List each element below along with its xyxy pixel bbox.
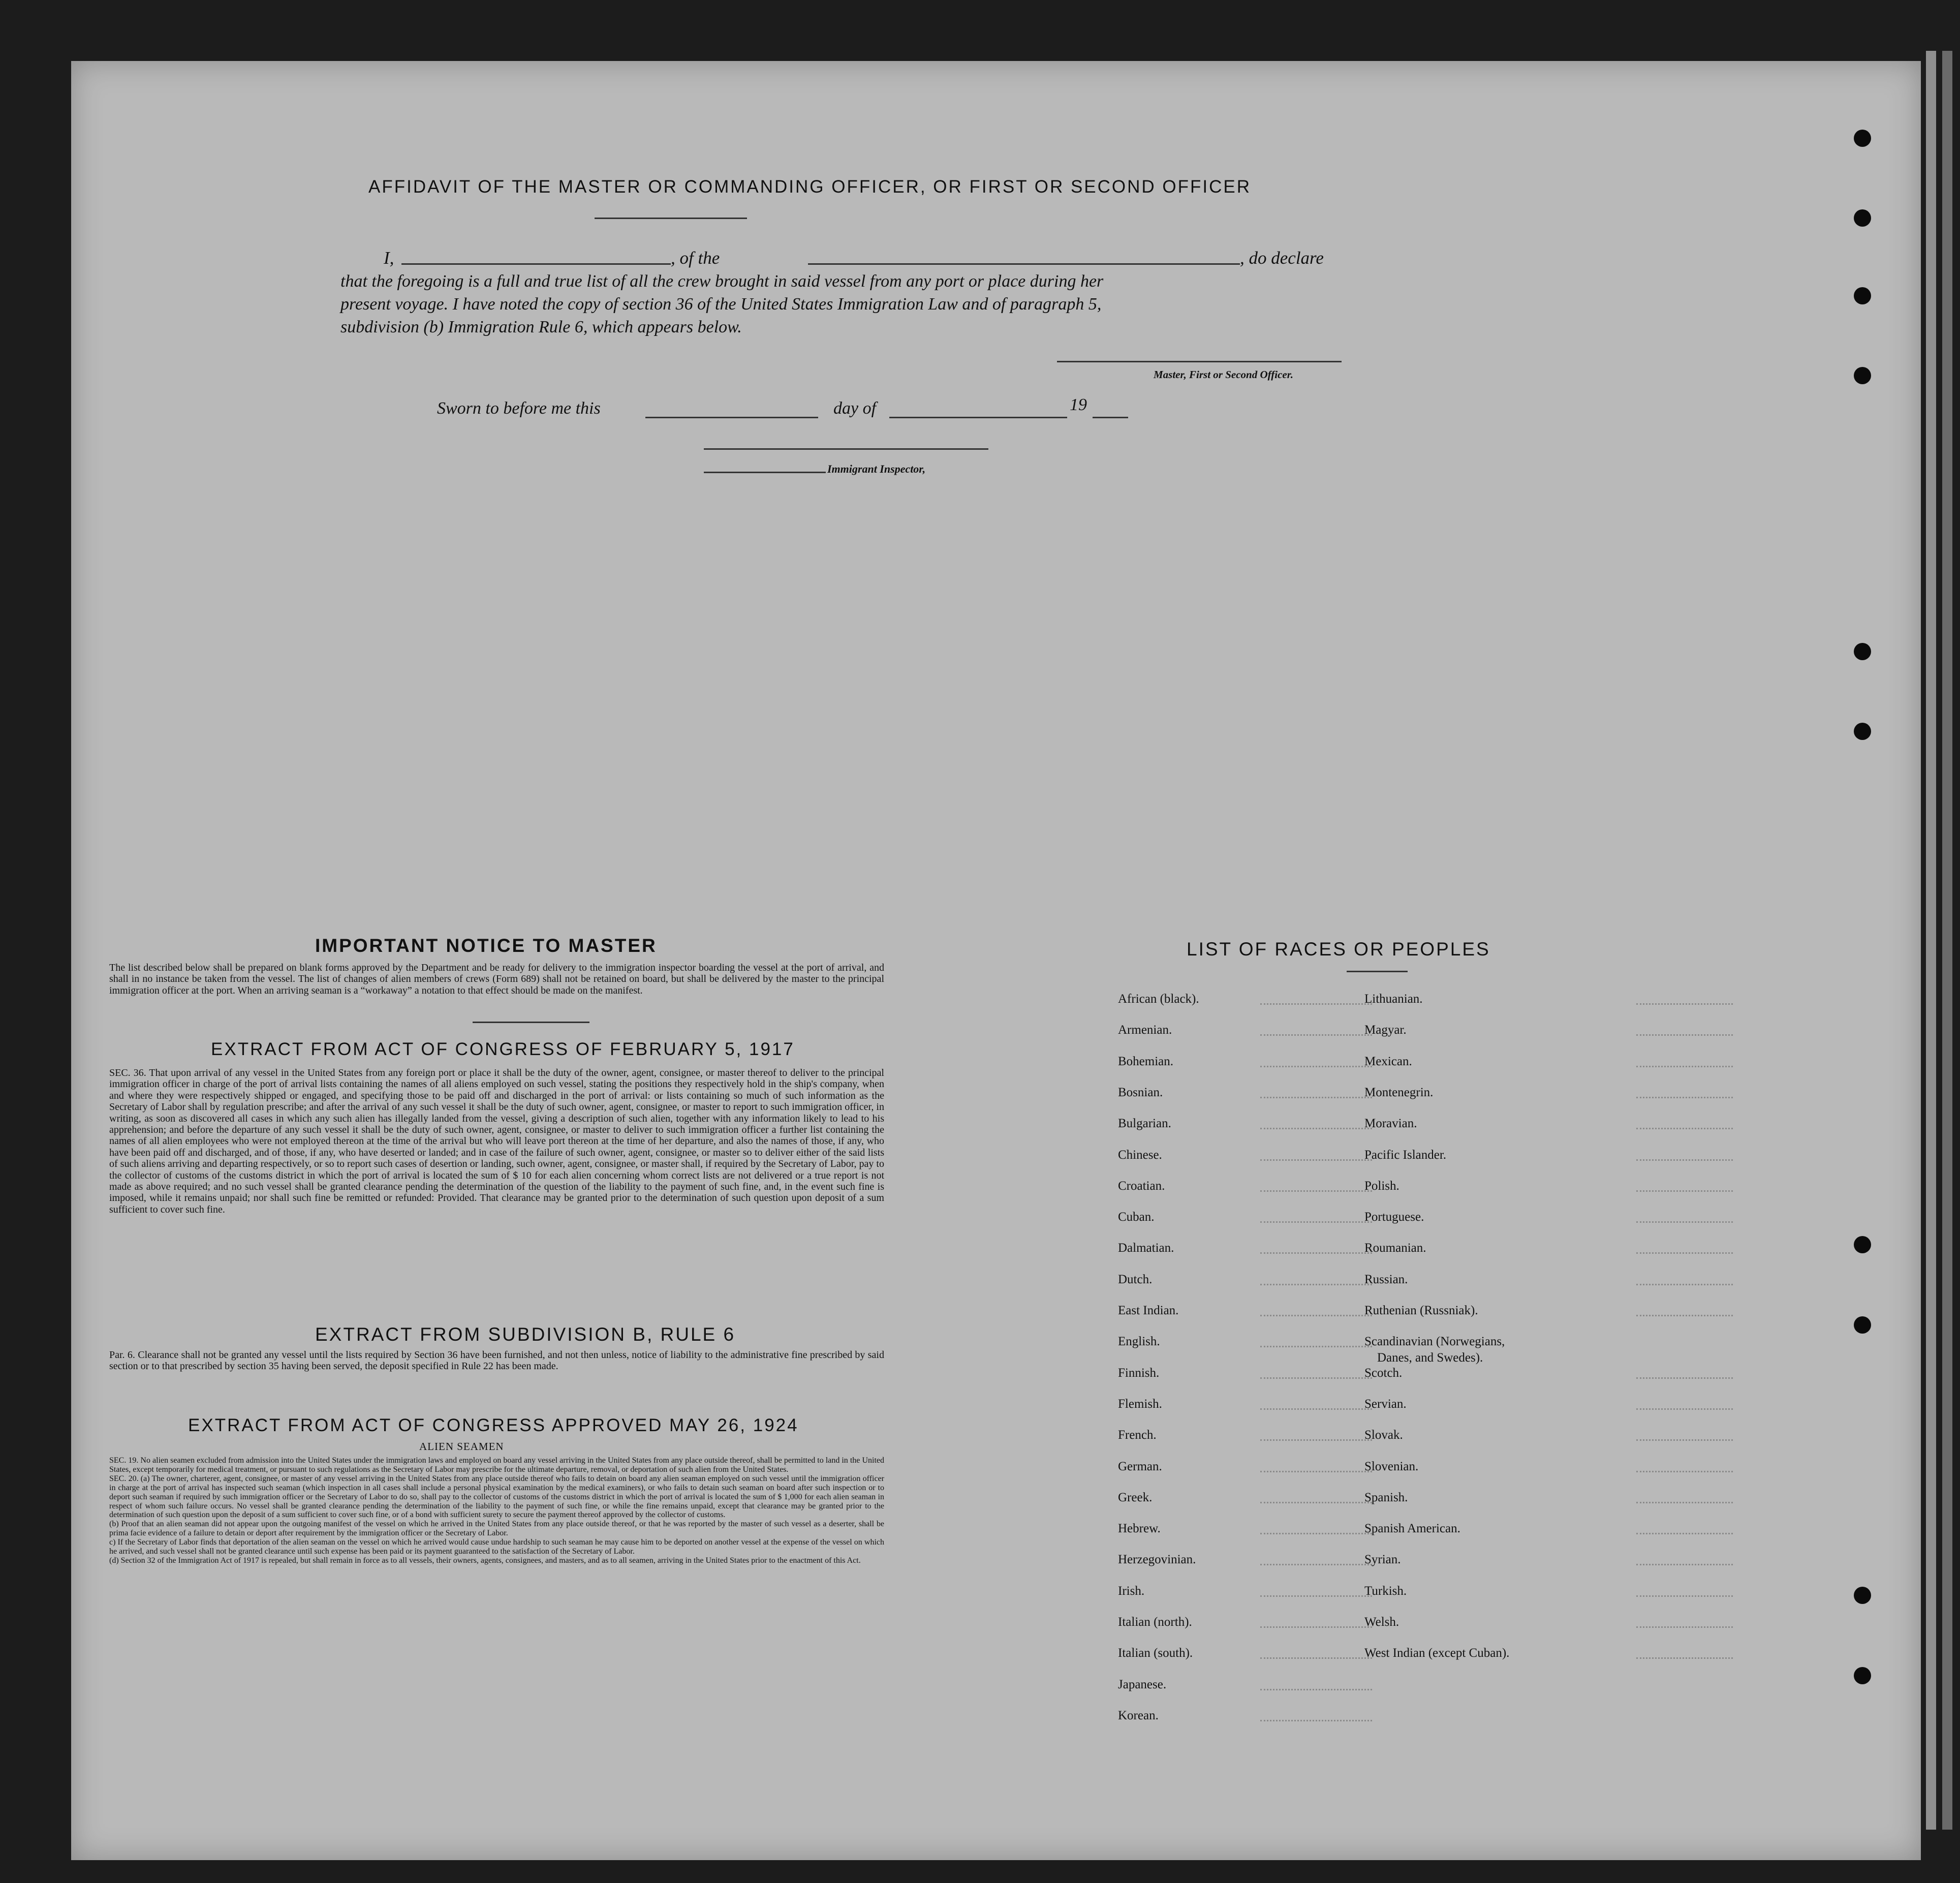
leader-dots: [1260, 1003, 1372, 1005]
page-edge: [1942, 51, 1952, 1830]
leader-dots: [1636, 1128, 1733, 1129]
day-of-label: day of: [833, 399, 877, 418]
leader-dots: [1636, 1377, 1733, 1379]
race-item: Slovak.: [1364, 1428, 1403, 1442]
notice-rule: [473, 1022, 589, 1023]
punch-hole: [1854, 367, 1871, 384]
punch-hole: [1854, 209, 1871, 227]
race-item: Moravian.: [1364, 1117, 1417, 1131]
sec-20b: (b) Proof that an alien seaman did not appear upon the outgoing manifest of the vessel on which he arrived in the United States from any place outside thereof, or that he was reported by the master of such vessel as a deserter, shall be prima facie evidence of a failure to detain or deport after requirement by the immigration officer or the Secretary of Labor.: [109, 1520, 884, 1538]
race-item: Syrian.: [1364, 1553, 1401, 1567]
race-item: Italian (north).: [1118, 1615, 1192, 1629]
leader-dots: [1260, 1034, 1372, 1036]
race-item: Danes, and Swedes).: [1377, 1351, 1483, 1365]
signature-label: Master, First or Second Officer.: [1154, 368, 1293, 381]
race-item: Flemish.: [1118, 1397, 1162, 1411]
race-item: Greek.: [1118, 1490, 1153, 1504]
race-item: Servian.: [1364, 1397, 1407, 1411]
punch-hole: [1854, 643, 1871, 660]
race-item: Cuban.: [1118, 1210, 1155, 1224]
race-item: Finnish.: [1118, 1366, 1160, 1380]
document-page: [71, 61, 1921, 1860]
leader-dots: [1260, 1097, 1372, 1098]
race-item: Russian.: [1364, 1272, 1408, 1286]
leader-dots: [1636, 1097, 1733, 1098]
leader-dots: [1260, 1252, 1372, 1254]
affidavit-title: AFFIDAVIT OF THE MASTER OR COMMANDING OFFICER, OR FIRST OR SECOND OFFICER: [368, 177, 1252, 197]
leader-dots: [1636, 1221, 1733, 1223]
year-blank: [1093, 417, 1128, 418]
leader-dots: [1636, 1315, 1733, 1316]
affidavit-i: I,: [384, 248, 394, 268]
rule6-title: EXTRACT FROM SUBDIVISION B, RULE 6: [315, 1324, 736, 1345]
month-blank: [889, 417, 1067, 418]
signature-line: [1057, 361, 1342, 362]
inspector-line: [704, 448, 988, 450]
leader-dots: [1260, 1315, 1372, 1316]
leader-dots: [1260, 1190, 1372, 1192]
leader-dots: [1260, 1128, 1372, 1129]
leader-dots: [1636, 1564, 1733, 1565]
extract-1924-title: EXTRACT FROM ACT OF CONGRESS APPROVED MAY 26, 1924: [188, 1415, 799, 1435]
leader-dots: [1260, 1657, 1372, 1659]
race-item: Croatian.: [1118, 1179, 1165, 1193]
leader-dots: [1636, 1471, 1733, 1472]
leader-dots: [1260, 1439, 1372, 1441]
notice-title: IMPORTANT NOTICE TO MASTER: [315, 935, 657, 956]
race-item: French.: [1118, 1428, 1157, 1442]
leader-dots: [1260, 1221, 1372, 1223]
race-item: Dutch.: [1118, 1272, 1153, 1286]
affidavit-line-2: that the foregoing is a full and true list of all the crew brought in said vessel from any port or place during her: [340, 272, 1104, 291]
leader-dots: [1636, 1252, 1733, 1254]
race-item: Montenegrin.: [1364, 1085, 1434, 1099]
race-item: Herzegovinian.: [1118, 1553, 1196, 1567]
affidavit-line-3: present voyage. I have noted the copy of section 36 of the United States Immigration Law and of paragraph 5,: [340, 295, 1102, 314]
leader-dots: [1636, 1034, 1733, 1036]
inspector-label: Immigrant Inspector,: [827, 462, 926, 475]
leader-dots: [1260, 1533, 1372, 1534]
race-item: Polish.: [1364, 1179, 1399, 1193]
title-rule: [595, 218, 747, 219]
punch-hole: [1854, 1236, 1871, 1253]
punch-hole: [1854, 130, 1871, 147]
leader-dots: [1636, 1595, 1733, 1597]
race-item: Turkish.: [1364, 1584, 1407, 1598]
race-item: East Indian.: [1118, 1304, 1179, 1317]
leader-dots: [1636, 1657, 1733, 1659]
affidavit-line-4: subdivision (b) Immigration Rule 6, which appears below.: [340, 318, 742, 336]
vessel-blank: [808, 263, 1240, 265]
leader-dots: [1260, 1502, 1372, 1503]
race-item: Bulgarian.: [1118, 1117, 1171, 1131]
race-item: African (black).: [1118, 992, 1199, 1006]
race-item: Chinese.: [1118, 1148, 1162, 1162]
extract-1924-subtitle: ALIEN SEAMEN: [419, 1440, 504, 1453]
race-item: Spanish American.: [1364, 1522, 1460, 1536]
extract-1917-body: SEC. 36. That upon arrival of any vessel in the United States from any foreign port or place it shall be the duty of the owner, agent, consignee, or master thereof to deliver to the principal immigration officer in charge of the port of arrival lists containing the names of all aliens employed on such vessel, stating the positions they respectively hold in the ship's company, when and where they were respectively shipped or engaged, and specifying those to be paid off and discharged in the port of arrival: or lists containing so much of such information as the Secretary of Labor shall by regulation prescribe; and after the arrival of any such vessel it shall be the duty of such owner, agent, consignee, or master to report to such immigration officer, in writing, as soon as discovered all cases in which any such alien has illegally landed from the vessel, giving a description of such alien, together with any information likely to lead to his apprehension; and before the departure of any such vessel it shall be the duty of such owner, agent, consignee, or master to deliver to such immigration officer a further list containing the names of all alien employees who were not employed thereon at the time of the arrival but who will leave port thereon at the time of her departure, and also the names of those, if any, who have been paid off and discharged, and of those, if any, who have deserted or landed; and in case of the failure of such owner, agent, consignee, or master so to deliver either of the said lists of such aliens arriving and departing respectively, or so to report such cases of desertion or landing, such owner, agent, consignee, or master shall, if required by the Secretary of Labor, pay to the collector of customs of the customs district in which the port of arrival is located the sum of $ 10 for each alien concerning whom correct lists are not delivered or a true report is not made as above required; and no such vessel shall be granted clearance pending the determination of the question of the liability to the payment of such fine, and, in the event such fine is imposed, while it remains unpaid; nor shall such fine be remitted or refunded: Provided. That clearance may be granted prior to the determination of such question upon deposit of a sum sufficient to cover such fine.: [109, 1067, 884, 1215]
leader-dots: [1260, 1159, 1372, 1161]
race-item: Portuguese.: [1364, 1210, 1424, 1224]
race-item: Welsh.: [1364, 1615, 1399, 1629]
race-item: Italian (south).: [1118, 1646, 1193, 1660]
race-item: Armenian.: [1118, 1023, 1172, 1037]
year-prefix: 19: [1070, 395, 1087, 414]
extract-1917-title: EXTRACT FROM ACT OF CONGRESS OF FEBRUARY 5, 1917: [211, 1039, 795, 1059]
notice-body: The list described below shall be prepared on blank forms approved by the Department and be ready for delivery to the immigration inspector boarding the vessel at the port of arrival, and shall in no instance be taken from the vessel. The list of changes of alien members of crews (Form 689) shall not be retained on board, but shall be delivered by the master to the principal immigration officer at the port. When an arriving seaman is a “workaway” a notation to that effect should be made on the manifest.: [109, 962, 884, 996]
race-item: Slovenian.: [1364, 1459, 1419, 1473]
race-item: Hebrew.: [1118, 1522, 1161, 1536]
leader-dots: [1260, 1564, 1372, 1565]
affidavit-do-declare: , do declare: [1240, 248, 1324, 268]
leader-dots: [1636, 1626, 1733, 1628]
punch-hole: [1854, 723, 1871, 740]
race-item: Dalmatian.: [1118, 1241, 1174, 1255]
sec-20a: SEC. 20. (a) The owner, charterer, agent, consignee, or master of any vessel arriving in the United States from any place outside thereof who fails to detain on board any alien seaman employed on such vessel until the immigration officer in charge at the port of arrival has inspected such seaman (which inspection in all cases shall include a personal physical examination by the medical examiners), or who fails to detain such seaman on board after such inspection or to deport such seaman if required by such immigration officer or the Secretary of Labor to do so, shall pay to the collector of customs of the customs district in which the port of arrival is located the sum of $ 1,000 for each alien seaman in respect of whom such failure occurs. No vessel shall be granted clearance pending the determination of the liability to the payment of such fine, or while the fine remains unpaid, except that clearance may be granted prior to the determination of such question upon the deposit of a sum sufficient to cover such fine, or of a bond with sufficient surety to secure the payment thereof approved by the collector of customs.: [109, 1474, 884, 1520]
race-item: Magyar.: [1364, 1023, 1407, 1037]
race-item: Scotch.: [1364, 1366, 1403, 1380]
leader-dots: [1260, 1626, 1372, 1628]
affidavit-of-the: , of the: [671, 248, 720, 268]
sec-19: SEC. 19. No alien seamen excluded from admission into the United States under the immigration laws and employed on board any vessel arriving in the United States from any place outside thereof, shall be permitted to land in the United States, except temporarily for medical treatment, or pursuant to such regulations as the Secretary of Labor may prescribe for the ultimate departure, removal, or deportation of such alien from the United States.: [109, 1456, 884, 1474]
leader-dots: [1260, 1689, 1372, 1690]
race-item: Mexican.: [1364, 1054, 1412, 1068]
sec-20c: c) If the Secretary of Labor finds that deportation of the alien seaman on the vessel on which he arrived would cause undue hardship to such seaman he may cause him to be deported on another vessel at the expense of the vessel on which he arrived, and such vessel shall not be granted clearance until such expense has been paid or its payment guaranteed to the satisfaction of the Secretary of Labor.: [109, 1538, 884, 1556]
leader-dots: [1636, 1066, 1733, 1067]
leader-dots: [1260, 1346, 1372, 1347]
leader-dots: [1636, 1502, 1733, 1503]
race-item: Scandinavian (Norwegians,: [1364, 1335, 1505, 1349]
leader-dots: [1636, 1408, 1733, 1410]
race-item: Korean.: [1118, 1708, 1159, 1722]
name-blank: [401, 263, 671, 265]
race-item: English.: [1118, 1335, 1160, 1349]
races-rule: [1347, 971, 1408, 972]
punch-hole: [1854, 1316, 1871, 1334]
race-item: Ruthenian (Russniak).: [1364, 1304, 1478, 1317]
leader-dots: [1260, 1284, 1372, 1285]
race-item: Bohemian.: [1118, 1054, 1174, 1068]
sec-20d: (d) Section 32 of the Immigration Act of 1917 is repealed, but shall remain in force as to all vessels, their owners, agents, consignees, and masters, and as to all seamen, arriving in the United States prior to the enactment of this Act.: [109, 1556, 861, 1565]
inspector-line-short: [704, 472, 826, 473]
leader-dots: [1636, 1190, 1733, 1192]
race-item: German.: [1118, 1459, 1162, 1473]
sworn-day-blank: [645, 417, 818, 418]
punch-hole: [1854, 1587, 1871, 1604]
races-title: LIST OF RACES OR PEOPLES: [1187, 939, 1490, 960]
race-item: Pacific Islander.: [1364, 1148, 1447, 1162]
race-item: Irish.: [1118, 1584, 1145, 1598]
race-item: Bosnian.: [1118, 1085, 1163, 1099]
race-item: Roumanian.: [1364, 1241, 1426, 1255]
extract-1924-body: [109, 1456, 884, 1565]
rule6-body: Par. 6. Clearance shall not be granted any vessel until the lists required by Section 36 have been furnished, and not then unless, notice of liability to the administrative fine prescribed by said section or to that prescribed by section 35 having been served, the deposit specified in Rule 22 has been made.: [109, 1349, 884, 1372]
punch-hole: [1854, 287, 1871, 304]
leader-dots: [1636, 1159, 1733, 1161]
leader-dots: [1636, 1284, 1733, 1285]
page-edge: [1926, 51, 1936, 1830]
leader-dots: [1636, 1533, 1733, 1534]
leader-dots: [1260, 1595, 1372, 1597]
race-item: Lithuanian.: [1364, 992, 1423, 1006]
race-item: Spanish.: [1364, 1490, 1408, 1504]
leader-dots: [1636, 1439, 1733, 1441]
race-item: West Indian (except Cuban).: [1364, 1646, 1510, 1660]
sworn-label: Sworn to before me this: [437, 399, 601, 418]
leader-dots: [1260, 1377, 1372, 1379]
leader-dots: [1260, 1720, 1372, 1721]
leader-dots: [1260, 1066, 1372, 1067]
leader-dots: [1260, 1471, 1372, 1472]
leader-dots: [1260, 1408, 1372, 1410]
punch-hole: [1854, 1667, 1871, 1684]
leader-dots: [1636, 1003, 1733, 1005]
race-item: Japanese.: [1118, 1677, 1167, 1691]
